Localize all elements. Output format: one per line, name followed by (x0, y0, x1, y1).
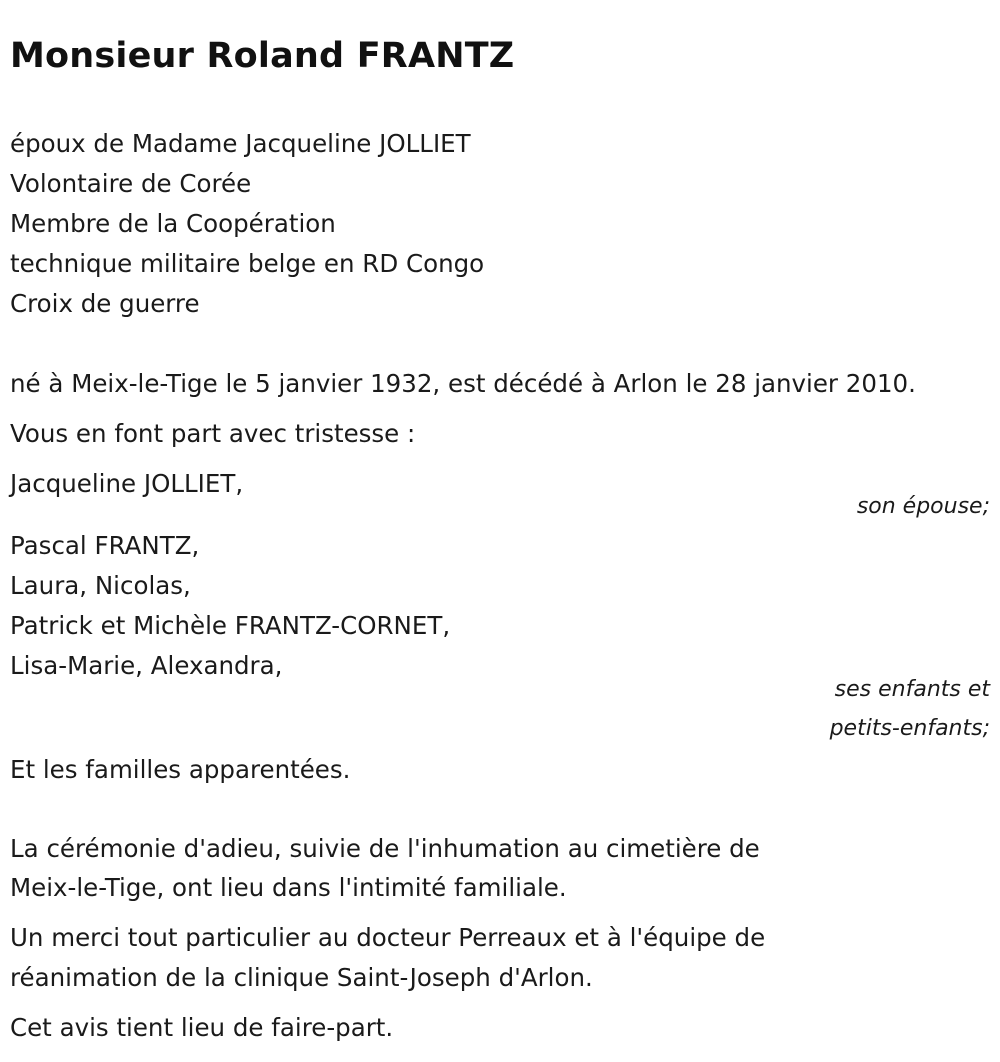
thanks-line: Un merci tout particulier au docteur Perreaux et à l'équipe de (10, 923, 766, 952)
closing-line: Cet avis tient lieu de faire-part. (10, 1013, 394, 1042)
child-line: Patrick et Michèle FRANTZ-CORNET, (10, 611, 451, 640)
thanks-line: réanimation de la clinique Saint-Joseph d'Arlon. (10, 963, 593, 992)
spouse-role: son épouse; (856, 494, 990, 519)
relatives-line: Et les familles apparentées. (10, 755, 351, 784)
intro-line-korea: Volontaire de Corée (10, 169, 252, 198)
deceased-name-title: Monsieur Roland FRANTZ (10, 36, 515, 76)
child-line: Pascal FRANTZ, (10, 531, 200, 560)
intro-line-cross: Croix de guerre (10, 289, 200, 318)
ceremony-line: Meix-le-Tige, ont lieu dans l'intimité familiale. (10, 873, 567, 902)
grandchild-line: Lisa-Marie, Alexandra, (10, 651, 283, 680)
grandchild-line: Laura, Nicolas, (10, 571, 191, 600)
intro-line-cooperation: Membre de la Coopération (10, 209, 336, 238)
ceremony-line: La cérémonie d'adieu, suivie de l'inhumation au cimetière de (10, 834, 760, 863)
children-role-line: petits-enfants; (829, 716, 990, 741)
intro-line-spouse: époux de Madame Jacqueline JOLLIET (10, 129, 471, 158)
children-role-line: ses enfants et (834, 677, 990, 702)
intro-line-congo: technique militaire belge en RD Congo (10, 249, 485, 278)
announcement-text: Vous en font part avec tristesse : (10, 419, 416, 448)
spouse-name: Jacqueline JOLLIET, (10, 469, 244, 498)
birth-death-statement: né à Meix-le-Tige le 5 janvier 1932, est décédé à Arlon le 28 janvier 2010. (10, 369, 916, 398)
